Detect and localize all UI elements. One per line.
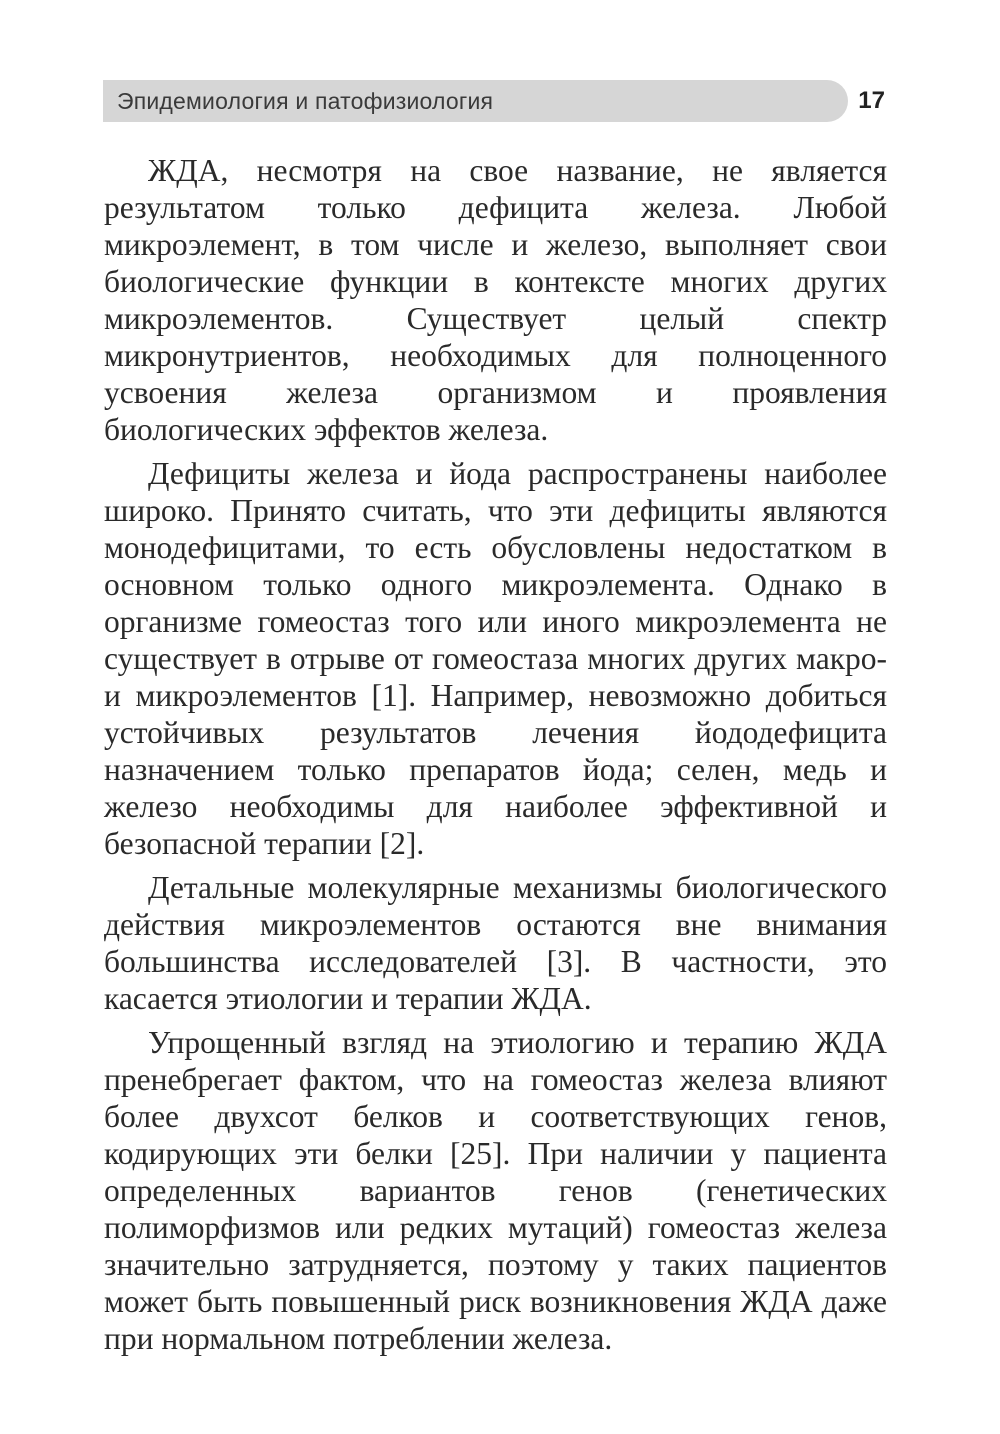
paragraph: Упрощенный взгляд на этиологию и терапию ЖДА пренебрегает фактом, что на гомеостаз железа влияют более двухсот белков и соответствующих генов, кодирующих эти белки [25]. При наличии у пациента определенных вариантов генов (генетических полиморфизмов или редких мутаций) гомеостаз железа значительно затрудняется, поэтому у таких пациентов может быть повышенный риск возникновения ЖДА даже при нормальном потреблении железа. [104, 1025, 887, 1356]
body-text [104, 152, 887, 1364]
section-title: Эпидемиология и патофизиология [117, 88, 494, 114]
page-number: 17 [858, 87, 885, 114]
paragraph: Дефициты железа и йода распространены наиболее широко. Принято считать, что эти дефициты являются монодефицитами, то есть обусловлены недостатком в основном только одного микроэлемента. Однако в организме гомеостаз того или иного микроэлемента не существует в отрыве от гомеостаза многих других макро- и микроэлементов [1]. Например, невозможно добиться устойчивых результатов лечения йододефицита назначением только препаратов йода; селен, медь и железо необходимы для наиболее эффективной и безопасной терапии [2]. [104, 456, 887, 861]
paragraph: ЖДА, несмотря на свое название, не является результатом только дефицита железа. Любой микроэлемент, в том числе и железо, выполняет свои биологические функции в контексте многих других микроэлементов. Существует целый спектр микронутриентов, необходимых для полноценного усвоения железа организмом и проявления биологических эффектов железа. [104, 153, 887, 447]
running-header [103, 80, 885, 122]
paragraph: Детальные молекулярные механизмы биологического действия микроэлементов остаются вне внимания большинства исследователей [3]. В частности, это касается этиологии и терапии ЖДА. [104, 870, 887, 1016]
header-bar [103, 80, 848, 122]
